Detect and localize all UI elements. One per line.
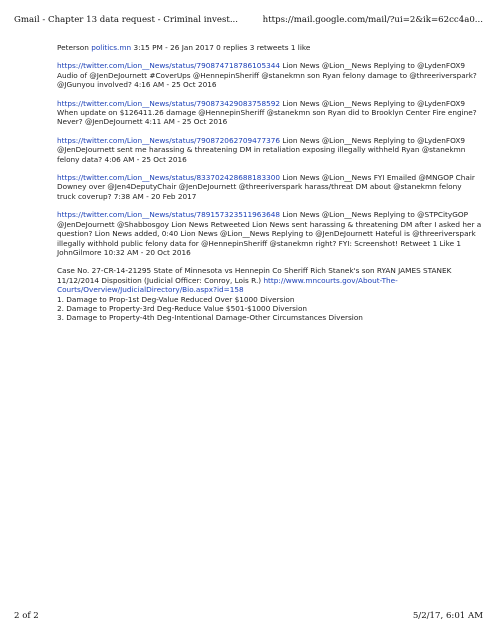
tweet-link[interactable]: https://twitter.com/Lion__News/status/789157323511963648	[57, 210, 281, 220]
tweet-link[interactable]: https://twitter.com/Lion__News/status/790874718786105344	[57, 61, 281, 71]
tweet-entry	[57, 99, 482, 127]
print-timestamp: 5/2/17, 6:01 AM	[412, 611, 483, 621]
print-header	[14, 15, 483, 29]
tweet-entry	[57, 173, 482, 201]
tweet-link[interactable]: https://twitter.com/Lion__News/status/833702428688183300	[57, 173, 281, 183]
charge-item: 3. Damage to Property-4th Deg-Intentional Damage-Other Circumstances Diversion	[57, 313, 363, 323]
page-number: 2 of 2	[14, 611, 39, 621]
tweet-text: Lion News @Lion__News Replying to @STPCityGOP @JenDeJournett @Shabbosgoy Lion News Retweeted Lion News sent harassing & threatening DM after I asked her a question? Lion News added, 0:40 Lion News @Lion__News Replying to @JenDeJournett Hateful is @threeriverspark illegally withhold public felony data for @HennepinSheriff @stanekmn right? FYI: Screenshot! Retweet 1 Like 1 JohnGilmore 10:32 AM - 20 Oct 2016	[57, 210, 482, 257]
case-number: Case No. 27-CR-14-21295 State of Minnesota vs Hennepin Co Sheriff Rich Stanek's son RYAN JAMES STANEK	[57, 266, 452, 276]
charge-item: 2. Damage to Property-3rd Deg-Reduce Value $501-$1000 Diversion	[57, 303, 308, 313]
case-info	[57, 266, 482, 322]
tweet-entry	[57, 210, 482, 257]
intro-meta: 3:15 PM - 26 Jan 2017 0 replies 3 retweets 1 like	[133, 43, 311, 52]
tweet-entry	[57, 61, 482, 89]
tweet-link[interactable]: https://twitter.com/Lion__News/status/790872062709477376	[57, 135, 281, 145]
tweet-text: Lion News @Lion__News Replying to @LydenFOX9 Audio of @JenDeJournett #CoverUps @HennepinSheriff @stanekmn son Ryan felony damage to @threeriverspark? @JGunyou involved? 4:16 AM - 25 Oct 2016	[57, 61, 477, 90]
page-url: https://mail.google.com/mail/?ui=2&ik=62cc4a0...	[262, 15, 483, 25]
tweet-link[interactable]: https://twitter.com/Lion__News/status/790873429083758592	[57, 98, 281, 108]
email-body	[57, 43, 482, 323]
disposition-text: 11/12/2014 Disposition (Judicial Officer: Conroy, Lois R.)	[57, 275, 262, 285]
tweet-text: Lion News @Lion__News Replying to @LydenFOX9 @JenDeJournett sent me harassing & threatening DM in retaliation exposing illegally withheld Ryan @stanekmn felony data? 4:06 AM - 25 Oct 2016	[57, 135, 466, 164]
author-handle-link[interactable]: politics.mn	[91, 43, 132, 52]
tweet-text: Lion News @Lion__News Replying to @LydenFOX9 When update on $126411.26 damage @HennepinSheriff @stanekmn son Ryan did to Brooklyn Center Fire engine? Never? @JenDeJournett 4:11 AM - 25 Oct 2016	[57, 98, 477, 127]
tweet-entry	[57, 136, 482, 164]
author-name: Peterson	[57, 43, 89, 52]
print-footer	[14, 611, 483, 625]
judicial-bio-link[interactable]: http://www.mncourts.gov/About-The-Courts/Overview/JudicialDirectory/Bio.aspx?id=158	[57, 275, 398, 295]
page-title: Gmail - Chapter 13 data request - Criminal invest...	[14, 15, 239, 25]
tweet-text: Lion News @Lion__News FYI Emailed @MNGOP Chair Downey over @Jen4DeputyChair @JenDeJournett @threeriverspark harass/threat DM about @stanekmn felony truck coverup? 7:38 AM - 20 Feb 2017	[57, 173, 475, 201]
intro-line	[57, 43, 482, 52]
charge-item: 1. Damage to Prop-1st Deg-Value Reduced Over $1000 Diversion	[57, 294, 295, 304]
